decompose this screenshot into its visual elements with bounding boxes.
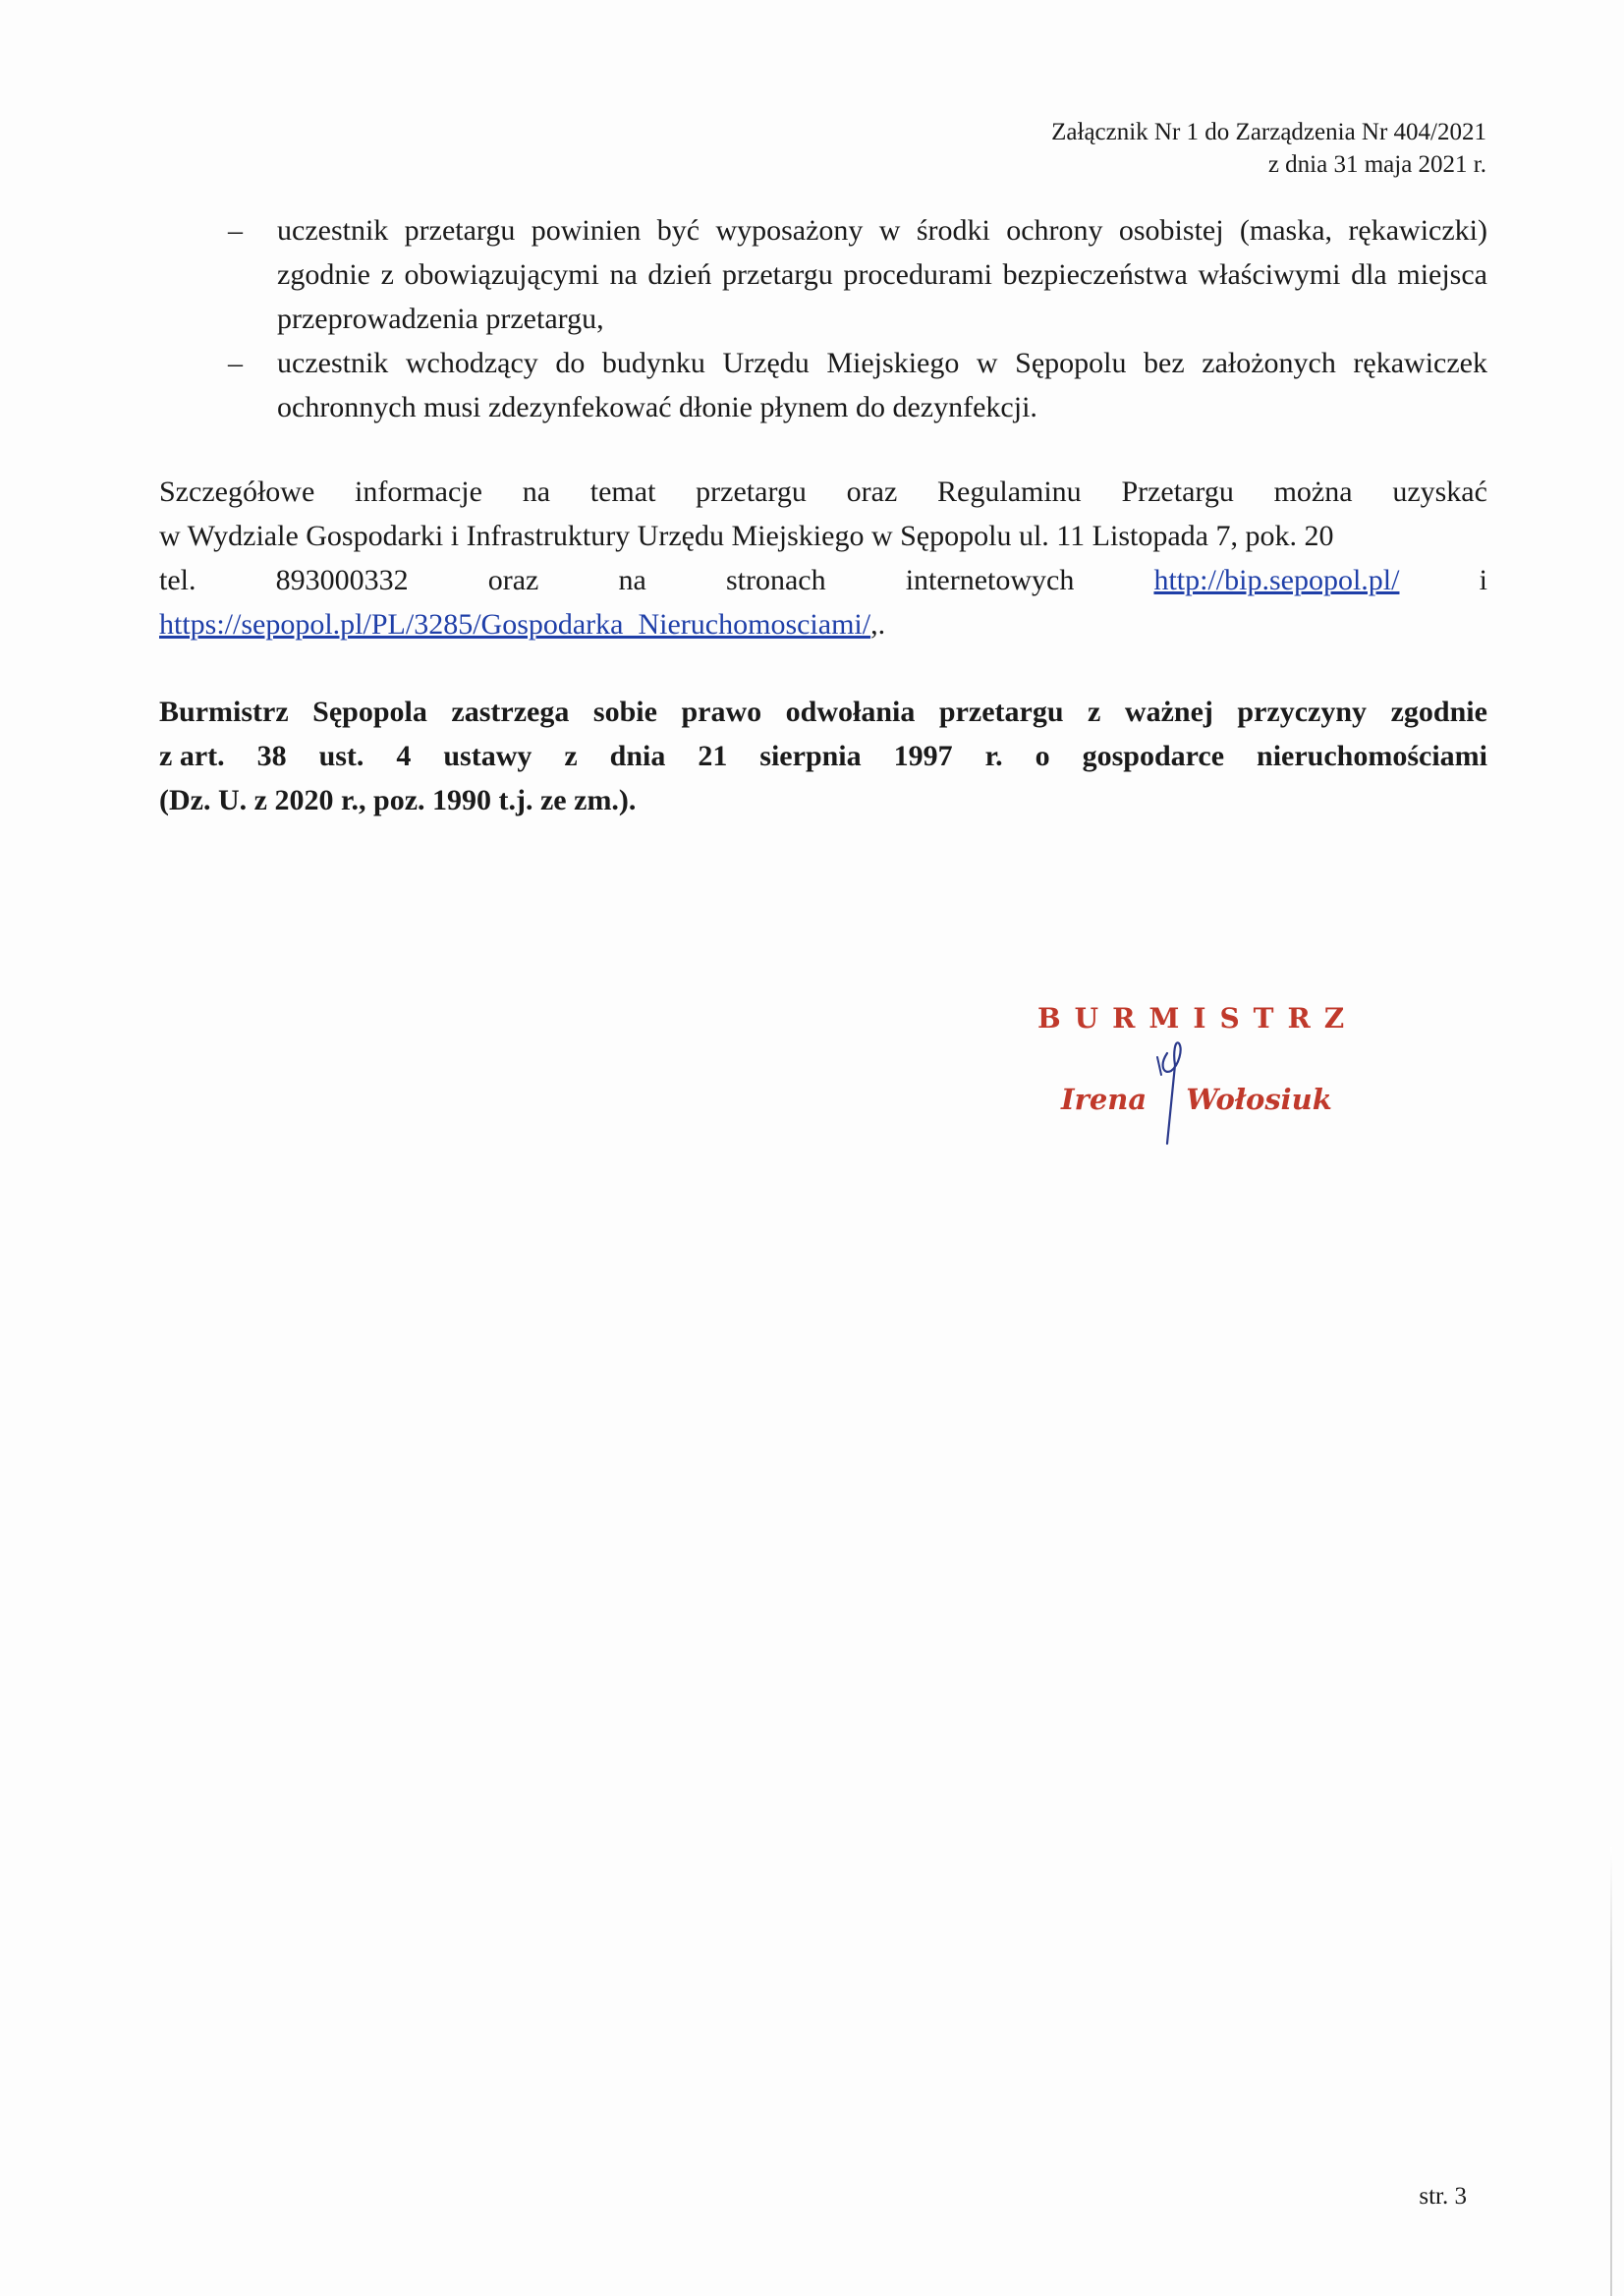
word: ważnej xyxy=(1124,696,1213,728)
word: Regulaminu xyxy=(937,476,1082,508)
requirements-list xyxy=(159,208,1487,429)
word: internetowych xyxy=(905,564,1075,596)
word: przetargu xyxy=(696,476,807,508)
word: Przetargu xyxy=(1121,476,1234,508)
word: zastrzega xyxy=(451,696,570,728)
word: r. xyxy=(984,740,1003,772)
word: nieruchomościami xyxy=(1257,740,1487,772)
list-item-text: uczestnik wchodzący do budynku Urzędu Miejskiego w Sępopolu bez założonych rękawiczek ochronnych musi zdezynfekować dłonie płynem do dezynfekcji. xyxy=(277,347,1487,423)
word: na xyxy=(618,564,646,596)
list-item-text: uczestnik przetargu powinien być wyposażony w środki ochrony osobistej (maska, rękawiczki) zgodnie z obowiązującymi na dzień przetargu procedurami bezpieczeństwa właściwymi dla miejsca przeprowadzenia przetargu, xyxy=(277,214,1487,335)
paragraph-line xyxy=(159,470,1487,514)
cancellation-reservation-paragraph xyxy=(159,690,1487,822)
word: Burmistrz xyxy=(159,696,289,728)
word: tel. xyxy=(159,564,196,596)
paragraph-line xyxy=(159,778,1487,822)
dash-bullet: – xyxy=(228,214,243,247)
word: można xyxy=(1273,476,1353,508)
word: sobie xyxy=(592,696,657,728)
real-estate-page-link[interactable]: https://sepopol.pl/PL/3285/Gospodarka_Nieruchomosciami/ xyxy=(159,608,871,641)
punctuation: ,. xyxy=(870,608,886,641)
attachment-reference xyxy=(1051,116,1486,181)
legal-citation: (Dz. U. z 2020 r., poz. 1990 t.j. ze zm.). xyxy=(159,784,637,816)
word: 21 xyxy=(698,740,728,772)
information-paragraph xyxy=(159,470,1487,646)
word: z xyxy=(1088,696,1101,728)
word: dnia xyxy=(609,740,666,772)
word: i xyxy=(1479,564,1487,596)
word: oraz xyxy=(846,476,898,508)
word: ust. xyxy=(318,740,364,772)
word: 38 xyxy=(256,740,287,772)
attachment-reference-line-2: z dnia 31 maja 2021 r. xyxy=(1267,151,1486,178)
stamp-first-name: Irena xyxy=(1061,1083,1148,1116)
word: na xyxy=(522,476,551,508)
paragraph-line xyxy=(159,602,1487,646)
bip-website-link[interactable]: http://bip.sepopol.pl/ xyxy=(1153,564,1400,596)
dash-bullet: – xyxy=(228,347,243,379)
stamp-title: BURMISTRZ xyxy=(1037,1002,1359,1035)
word: zgodnie xyxy=(1390,696,1487,728)
word: Sępopola xyxy=(312,696,427,728)
paragraph-line xyxy=(159,558,1487,602)
word: z art. xyxy=(159,740,225,772)
paragraph-line xyxy=(159,514,1487,558)
word: Szczegółowe xyxy=(159,476,315,508)
attachment-reference-line-1: Załącznik Nr 1 do Zarządzenia Nr 404/2021 xyxy=(1051,119,1486,145)
scan-edge-shadow xyxy=(1610,1847,1612,2296)
word: ustawy xyxy=(443,740,532,772)
word: stronach xyxy=(725,564,826,596)
word: 1997 xyxy=(893,740,953,772)
page-number: str. 3 xyxy=(1419,2183,1467,2210)
paragraph-line xyxy=(159,690,1487,734)
list-item xyxy=(159,341,1487,429)
list-item xyxy=(159,208,1487,341)
word: odwołania xyxy=(785,696,916,728)
word: 4 xyxy=(396,740,412,772)
word: oraz xyxy=(487,564,539,596)
word: prawo xyxy=(681,696,762,728)
word: o xyxy=(1035,740,1050,772)
word: uzyskać xyxy=(1392,476,1487,508)
word: gospodarce xyxy=(1082,740,1225,772)
paragraph-text: w Wydziale Gospodarki i Infrastruktury Urzędu Miejskiego w Sępopolu ul. 11 Listopada 7, pok. 20 xyxy=(159,520,1334,552)
word: sierpnia xyxy=(759,740,862,772)
word: przetargu xyxy=(938,696,1064,728)
handwritten-signature xyxy=(1149,1036,1208,1153)
paragraph-line xyxy=(159,734,1487,778)
mayor-stamp xyxy=(1030,992,1359,1149)
stamp-last-name: Wołosiuk xyxy=(1186,1083,1332,1116)
word: 893000332 xyxy=(275,564,409,596)
word: informacje xyxy=(355,476,482,508)
word: z xyxy=(564,740,578,772)
word: przyczyny xyxy=(1237,696,1368,728)
word: temat xyxy=(589,476,656,508)
